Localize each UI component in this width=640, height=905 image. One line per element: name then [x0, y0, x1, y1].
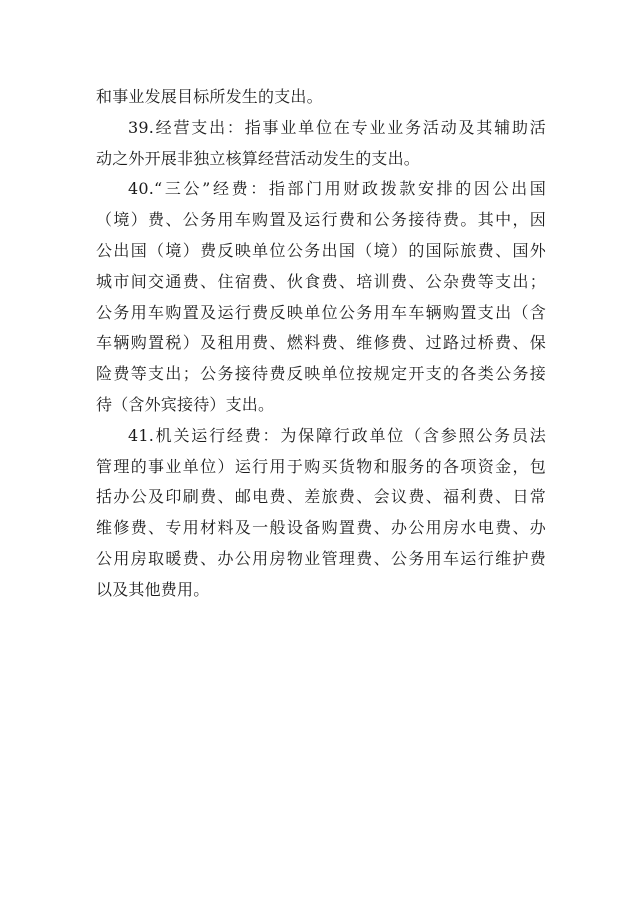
text-line: 车辆购置税）及租用费、燃料费、维修费、过路过桥费、保 [96, 333, 546, 353]
text-line: 以及其他费用。 [96, 579, 210, 599]
text-line: 和事业发展目标所发生的支出。 [96, 87, 323, 106]
text-line: 动之外开展非独立核算经营活动发生的支出。 [96, 148, 421, 168]
text-line: 城市间交通费、住宿费、伙食费、培训费、公杂费等支出； [96, 271, 546, 291]
text-line: （境）费、公务用车购置及运行费和公务接待费。其中，因 [96, 210, 546, 230]
text-line: 维修费、专用材料及一般设备购置费、办公用房水电费、办 [96, 518, 546, 538]
document-body [96, 82, 546, 606]
item-40-heading-line: 40.“三公”经费：指部门用财政拨款安排的因公出国 [128, 179, 546, 199]
text-line: 公出国（境）费反映单位公务出国（境）的国际旅费、国外 [96, 240, 546, 260]
text-line: 公务用车购置及运行费反映单位公务用车车辆购置支出（含 [96, 302, 546, 322]
item-39-heading-line: 39.经营支出：指事业单位在专业业务活动及其辅助活 [128, 117, 546, 137]
text-line: 险费等支出；公务接待费反映单位按规定开支的各类公务接 [96, 364, 546, 384]
text-line: 公用房取暖费、办公用房物业管理费、公务用车运行维护费 [96, 548, 546, 568]
item-41-heading-line: 41.机关运行经费：为保障行政单位（含参照公务员法 [128, 425, 546, 445]
text-line: 待（含外宾接待）支出。 [96, 394, 275, 414]
text-line: 管理的事业单位）运行用于购买货物和服务的各项资金，包 [96, 456, 546, 476]
text-line: 括办公及印刷费、邮电费、差旅费、会议费、福利费、日常 [96, 487, 546, 507]
